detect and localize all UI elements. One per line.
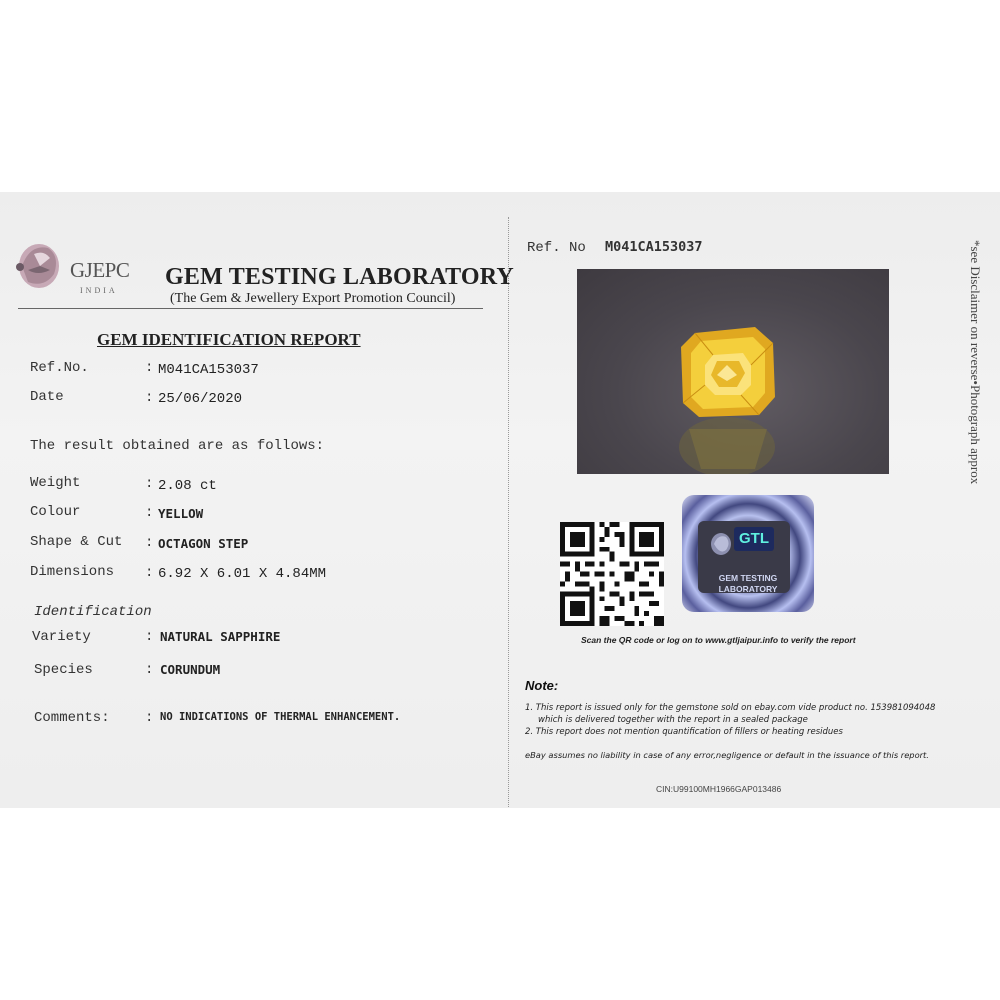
lab-title: GEM TESTING LABORATORY bbox=[165, 264, 514, 290]
right-ref-value: M041CA153037 bbox=[605, 239, 703, 255]
dimensions-label: Dimensions bbox=[30, 564, 115, 580]
qr-code-icon[interactable] bbox=[560, 522, 664, 626]
hologram-logo-icon bbox=[708, 531, 734, 557]
section-divider bbox=[508, 217, 509, 807]
gemstone-photo bbox=[577, 269, 889, 474]
species-label: Species bbox=[34, 662, 93, 678]
header-divider bbox=[18, 308, 483, 309]
shape-value: OCTAGON STEP bbox=[158, 536, 249, 551]
ref-label: Ref.No. bbox=[30, 360, 89, 376]
weight-colon: : bbox=[145, 476, 154, 492]
ref-colon: : bbox=[145, 360, 154, 376]
variety-value: NATURAL SAPPHIRE bbox=[160, 629, 281, 644]
species-colon: : bbox=[145, 662, 154, 678]
variety-colon: : bbox=[145, 629, 154, 645]
colour-colon: : bbox=[145, 505, 154, 521]
brand-sub: INDIA bbox=[80, 286, 118, 295]
date-colon: : bbox=[145, 390, 154, 406]
comments-colon: : bbox=[145, 710, 154, 726]
comments-value: NO INDICATIONS OF THERMAL ENHANCEMENT. bbox=[160, 711, 401, 723]
species-value: CORUNDUM bbox=[160, 662, 221, 677]
dimensions-colon: : bbox=[145, 565, 154, 581]
cin-number: CIN:U99100MH1966GAP013486 bbox=[656, 784, 782, 794]
side-disclaimer-text: *see Disclaimer on reverse•Photograph approx bbox=[968, 240, 983, 485]
note-line-2: 2. This report does not mention quantification of fillers or heating residues bbox=[525, 727, 843, 737]
scan-instruction: Scan the QR code or log on to www.gtljaipur.info to verify the report bbox=[581, 635, 856, 645]
gjepc-logo-icon bbox=[10, 236, 68, 294]
shape-colon: : bbox=[145, 535, 154, 551]
gem-certificate-card bbox=[0, 192, 1000, 808]
gtl-badge: GTL bbox=[734, 527, 774, 551]
right-ref-label: Ref. No bbox=[527, 240, 586, 256]
note-line-1b: which is delivered together with the report in a sealed package bbox=[538, 715, 808, 725]
colour-label: Colour bbox=[30, 504, 81, 520]
variety-label: Variety bbox=[32, 629, 91, 645]
ref-value: M041CA153037 bbox=[158, 362, 259, 378]
identification-heading: Identification bbox=[34, 604, 152, 620]
weight-value: 2.08 ct bbox=[158, 478, 217, 494]
yellow-sapphire-image bbox=[577, 269, 889, 474]
lab-subtitle: (The Gem & Jewellery Export Promotion Council) bbox=[170, 291, 456, 306]
weight-label: Weight bbox=[30, 475, 81, 491]
colour-value: YELLOW bbox=[158, 506, 204, 521]
comments-label: Comments: bbox=[34, 710, 110, 726]
dimensions-value: 6.92 X 6.01 X 4.84MM bbox=[158, 566, 327, 582]
date-label: Date bbox=[30, 389, 64, 405]
note-line-1: 1. This report is issued only for the gemstone sold on ebay.com vide product no. 153981094048 bbox=[525, 703, 936, 713]
gtl-hologram bbox=[682, 495, 814, 612]
shape-label: Shape & Cut bbox=[30, 534, 123, 550]
report-title: GEM IDENTIFICATION REPORT bbox=[97, 330, 361, 349]
brand-name: GJEPC bbox=[70, 258, 130, 282]
hologram-text-2: LABORATORY bbox=[718, 584, 778, 594]
hologram-text-1: GEM TESTING bbox=[718, 573, 778, 583]
results-intro: The result obtained are as follows: bbox=[30, 438, 325, 454]
date-value: 25/06/2020 bbox=[158, 391, 243, 407]
ebay-disclaimer: eBay assumes no liability in case of any error,negligence or default in the issuance of this report. bbox=[525, 750, 929, 760]
note-title: Note: bbox=[525, 678, 559, 693]
